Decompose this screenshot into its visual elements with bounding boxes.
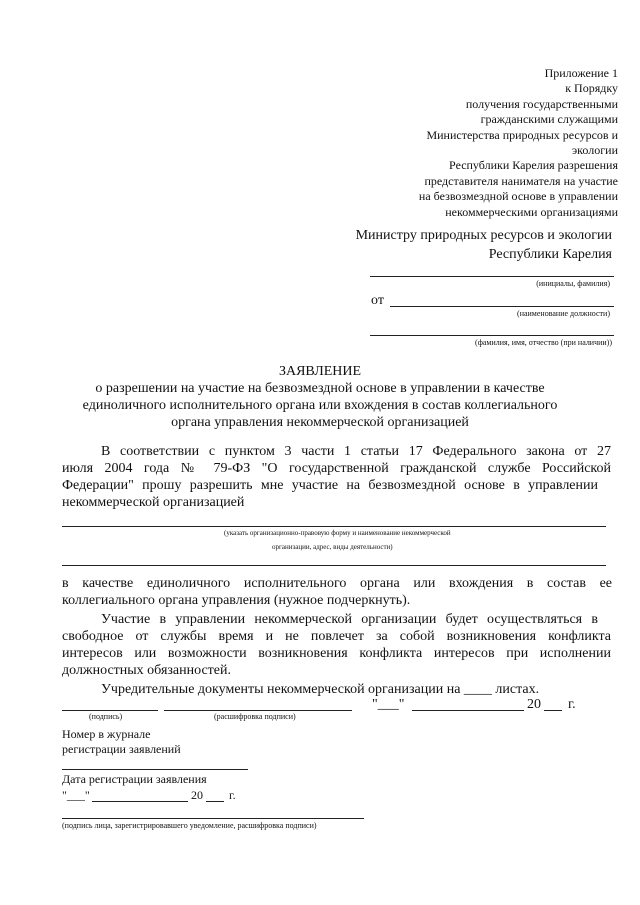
p3-line: интересов или возможности возникновения конфликта интересов при исполнении (62, 646, 611, 661)
signature-date-month-line[interactable] (412, 710, 524, 711)
annex-line: к Порядку (565, 81, 618, 96)
annex-line: на безвозмездной основе в управлении (418, 189, 618, 204)
p3-line: свободное от службы время и не повлечет за собой возникновения конфликта (62, 629, 611, 644)
position-field-line[interactable] (390, 306, 614, 307)
registration-date-label: Дата регистрации заявления (62, 772, 207, 786)
organization-field-line[interactable] (62, 526, 606, 527)
registrar-hint: (подпись лица, зарегистрировавшего уведомление, расшифровка подписи) (62, 821, 317, 830)
p3-line: должностных обязанностей. (62, 663, 231, 678)
p2-line: коллегиального органа управления (нужное подчеркнуть). (62, 593, 411, 608)
signature-decode-field-line[interactable] (164, 710, 352, 711)
document-subtitle (60, 380, 580, 431)
organization-hint-line-1: (указать организационно-правовую форму и наименование некоммерческой (224, 529, 451, 537)
organization-hint-line-2: организации, адрес, виды деятельности) (272, 543, 393, 551)
journal-label-line-1: Номер в журнале (62, 727, 151, 741)
journal-label-line-2: регистрации заявлений (62, 742, 181, 756)
registration-date-day[interactable]: "___" (62, 788, 90, 802)
fio-hint: (фамилия, имя, отчество (при наличии)) (475, 338, 612, 347)
journal-number-line[interactable] (62, 769, 248, 770)
addressee-block (356, 226, 612, 264)
subtitle-line: единоличного исполнительного органа или вхождения в состав коллегиального (82, 398, 558, 413)
subtitle-line: о разрешении на участие на безвозмездной основе в управлении в качестве (95, 381, 545, 396)
p4-line: Учредительные документы некоммерческой организации на ____ листах. (101, 682, 540, 697)
annex-block (419, 66, 618, 220)
p2-line: в качестве единоличного исполнительного органа или вхождения в состав ее (62, 576, 612, 591)
registrar-signature-line[interactable] (62, 818, 364, 819)
organization-field-line-2[interactable] (62, 565, 606, 566)
position-hint: (наименование должности) (517, 309, 610, 318)
annex-line: получения государственными (465, 96, 618, 111)
annex-line: гражданскими служащими (480, 112, 618, 127)
p1-line: июля 2004 года № 79-ФЗ "О государственной гражданской службе Российской (62, 461, 611, 476)
registration-date-month-line[interactable] (92, 801, 188, 802)
p1-line: В соответствии с пунктом 3 части 1 статьи 17 Федерального закона от 27 (101, 444, 611, 459)
from-label: от (371, 293, 384, 308)
initials-hint: (инициалы, фамилия) (536, 279, 610, 288)
registration-date-suffix: г. (229, 788, 236, 802)
addressee-line-1: Министру природных ресурсов и экологии (355, 228, 612, 243)
signature-date-year-line[interactable] (544, 710, 562, 711)
registration-date-year: 20 (191, 788, 203, 802)
signature-hint: (подпись) (89, 712, 123, 721)
fio-field-line[interactable] (370, 335, 614, 336)
signature-decode-hint: (расшифровка подписи) (214, 712, 296, 721)
subtitle-line: органа управления некоммерческой организацией (171, 415, 469, 430)
signature-date-day[interactable]: "___" (372, 697, 405, 712)
initials-field-line[interactable] (370, 276, 614, 277)
annex-line: экологии (572, 143, 618, 158)
p1-line: Федерации" прошу разрешить мне участие на безвозмездной основе в управлении (62, 478, 598, 493)
annex-line: Республики Карелия разрешения (449, 158, 618, 173)
p1-line: некоммерческой организацией (62, 495, 245, 510)
p3-line: Участие в управлении некоммерческой организации будет осуществляться в (101, 612, 598, 627)
annex-line: представителя нанимателя на участие (424, 173, 618, 188)
signature-date-suffix: г. (568, 697, 576, 712)
addressee-line-2: Республики Карелия (488, 247, 612, 262)
document-title: ЗАЯВЛЕНИЕ (278, 364, 362, 379)
signature-field-line[interactable] (62, 710, 158, 711)
registration-date-year-line[interactable] (206, 801, 224, 802)
annex-line: Приложение 1 (544, 66, 618, 80)
annex-line: некоммерческими организациями (445, 204, 618, 219)
signature-date-year: 20 (527, 697, 541, 712)
annex-line: Министерства природных ресурсов и (426, 127, 618, 142)
